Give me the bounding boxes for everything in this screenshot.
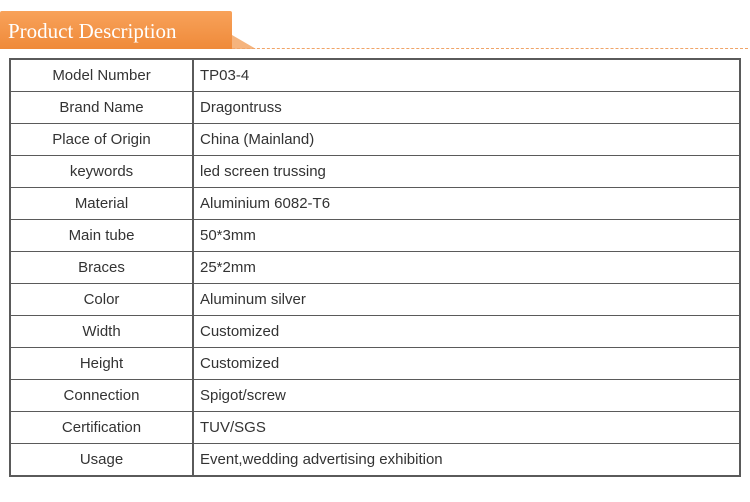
- spec-label: keywords: [10, 156, 193, 188]
- spec-label: Connection: [10, 380, 193, 412]
- spec-label: Model Number: [10, 59, 193, 92]
- spec-value: Customized: [193, 316, 740, 348]
- spec-value: led screen trussing: [193, 156, 740, 188]
- table-row: [10, 284, 740, 316]
- header-tab: [0, 11, 232, 49]
- spec-value: China (Mainland): [193, 124, 740, 156]
- table-row: [10, 316, 740, 348]
- spec-value: TUV/SGS: [193, 412, 740, 444]
- table-row: [10, 59, 740, 92]
- spec-label: Main tube: [10, 220, 193, 252]
- table-row: [10, 348, 740, 380]
- table-row: [10, 124, 740, 156]
- spec-value: Customized: [193, 348, 740, 380]
- spec-label: Usage: [10, 444, 193, 477]
- spec-value: Event,wedding advertising exhibition: [193, 444, 740, 477]
- table-row: [10, 156, 740, 188]
- spec-label: Place of Origin: [10, 124, 193, 156]
- spec-label: Height: [10, 348, 193, 380]
- spec-value: TP03-4: [193, 59, 740, 92]
- spec-value: 25*2mm: [193, 252, 740, 284]
- section-header: [0, 11, 750, 51]
- product-spec-table: [9, 58, 741, 477]
- spec-label: Brand Name: [10, 92, 193, 124]
- header-divider: [232, 48, 748, 49]
- table-row: [10, 220, 740, 252]
- section-title: Product Description: [8, 19, 177, 43]
- spec-value: Dragontruss: [193, 92, 740, 124]
- spec-value: Spigot/screw: [193, 380, 740, 412]
- table-row: [10, 188, 740, 220]
- spec-value: 50*3mm: [193, 220, 740, 252]
- spec-label: Certification: [10, 412, 193, 444]
- table-row: [10, 380, 740, 412]
- table-row: [10, 252, 740, 284]
- spec-value: Aluminum silver: [193, 284, 740, 316]
- spec-value: Aluminium 6082-T6: [193, 188, 740, 220]
- table-row: [10, 92, 740, 124]
- spec-label: Braces: [10, 252, 193, 284]
- spec-label: Color: [10, 284, 193, 316]
- header-tab-fold: [232, 35, 256, 49]
- table-row: [10, 412, 740, 444]
- table-row: [10, 444, 740, 477]
- spec-label: Width: [10, 316, 193, 348]
- spec-label: Material: [10, 188, 193, 220]
